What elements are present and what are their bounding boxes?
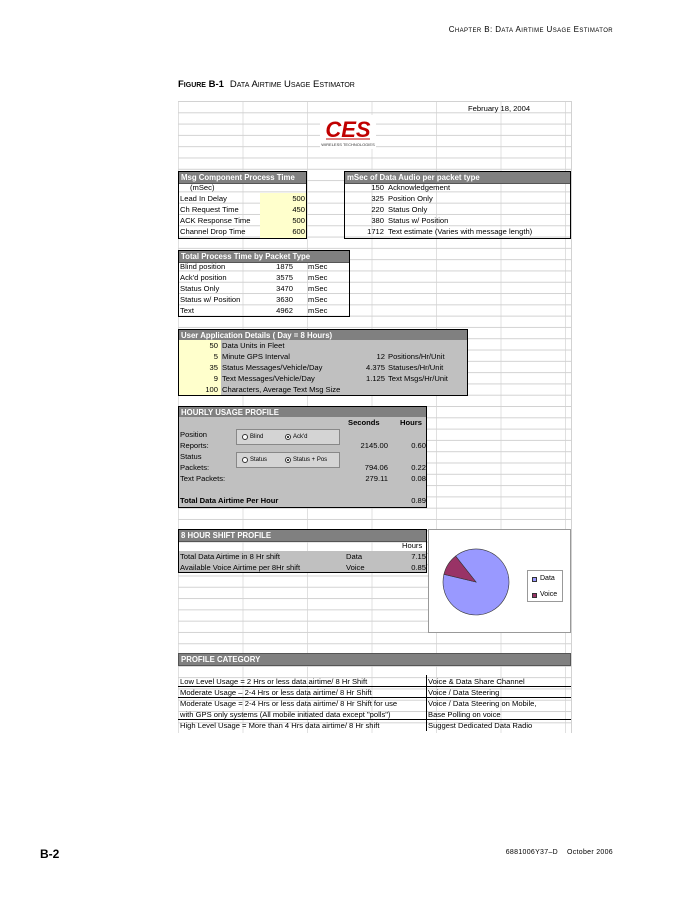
page-number: B-2 (40, 847, 60, 861)
shift-data-label: Total Data Airtime in 8 Hr shift (180, 552, 281, 561)
lead-in-label: Lead In Delay (180, 194, 227, 203)
text-packets-label: Text Packets: (180, 474, 226, 483)
statuses-hr-label: Statuses/Hr/Unit (388, 363, 444, 372)
text-msgs-label: Text Messages/Vehicle/Day (222, 374, 315, 383)
profile-divider-3 (178, 719, 571, 720)
msec-audio-header: mSec of Data Audio per packet type (344, 171, 571, 184)
position-label: Position Only (388, 194, 433, 203)
figure-title (178, 79, 355, 90)
status-packets-label-1: Status (180, 452, 202, 461)
statuses-hr-value: 4.375 (365, 363, 385, 372)
pie-chart-box (428, 529, 571, 633)
msec-audio-frame (344, 171, 571, 239)
total-process-frame (178, 250, 350, 317)
shift-voice-label: Available Voice Airtime per 8Hr shift (180, 563, 301, 572)
blind-position-label: Blind position (180, 262, 226, 271)
status-packets-label-2: Packets: (180, 463, 210, 472)
gps-interval-value[interactable]: 5 (213, 352, 218, 361)
profile-rec-3: Base Polling on voice (428, 710, 501, 719)
running-head: Chapter B: Data Airtime Usage Estimator (448, 25, 613, 34)
status-w-position-value: 3630 (276, 295, 293, 304)
status-only-value: 3470 (276, 284, 293, 293)
text-seconds: 279.11 (365, 474, 388, 483)
status-pos-msec: 380 (371, 216, 384, 225)
text-process-label: Text (180, 306, 194, 315)
fleet-units-value[interactable]: 50 (209, 341, 218, 350)
status-label: Status Only (388, 205, 428, 214)
date-cell: February 18, 2004 (468, 104, 531, 113)
shift-voice-type: Voice (346, 563, 365, 572)
shift-frame (178, 529, 427, 573)
positions-hr-value: 12 (376, 352, 385, 361)
msg-size-value[interactable]: 100 (205, 385, 218, 394)
user-app-frame (178, 329, 468, 396)
hourly-hours-col: Hours (400, 418, 422, 427)
profile-rec-1: Voice / Data Steering (428, 688, 500, 697)
hourly-seconds-col: Seconds (348, 418, 380, 427)
total-airtime-label: Total Data Airtime Per Hour (180, 496, 279, 505)
status-pos-label: Status w/ Position (388, 216, 449, 225)
ackd-position-label: Ack'd position (180, 273, 227, 282)
blind-position-unit: mSec (308, 262, 328, 271)
msg-component-frame (178, 171, 307, 239)
ch-request-label: Ch Request Time (180, 205, 239, 214)
status-only-unit: mSec (308, 284, 328, 293)
legend-data-label: Data (540, 575, 555, 582)
ch-request-value[interactable]: 450 (292, 205, 305, 214)
status-w-position-label: Status w/ Position (180, 295, 241, 304)
ack-label: Acknowledgement (388, 183, 451, 192)
doc-number: 6881006Y37–D October 2006 (505, 849, 613, 856)
ack-response-value[interactable]: 500 (292, 216, 305, 225)
text-msgs-hr-label: Text Msgs/Hr/Unit (388, 374, 448, 383)
profile-divider-1 (178, 686, 571, 687)
profile-rec-2: Voice / Data Steering on Mobile, (428, 699, 537, 708)
positions-hr-label: Positions/Hr/Unit (388, 352, 445, 361)
msg-component-unit: (mSec) (190, 183, 215, 192)
blind-position-value: 1875 (276, 262, 293, 271)
status-msec: 220 (371, 205, 384, 214)
radio-blind-label: Blind (250, 434, 264, 440)
msg-component-header: Msg Component Process Time (178, 171, 307, 184)
hourly-frame (178, 406, 427, 508)
radio-ackd-label: Ack'd (293, 434, 308, 440)
lead-in-value[interactable]: 500 (292, 194, 305, 203)
profile-usage-3: with GPS only systems (All mobile initiated data except "polls") (180, 710, 391, 719)
status-seconds: 794.06 (364, 463, 388, 472)
figure-number: Figure B-1 (178, 79, 224, 90)
logo-text: CES (325, 117, 371, 142)
ackd-position-unit: mSec (308, 273, 328, 282)
user-app-header: User Application Details ( Day = 8 Hours) (178, 329, 468, 342)
fleet-units-label: Data Units in Fleet (222, 341, 285, 350)
shift-data-type: Data (346, 552, 363, 561)
profile-usage-1: Moderate Usage – 2-4 Hrs or less data airtime/ 8 Hr Shift (180, 688, 372, 697)
spreadsheet (178, 101, 572, 733)
legend-voice-label: Voice (540, 591, 558, 598)
profile-divider-2 (178, 697, 571, 698)
profile-usage-2: Moderate Usage = 2-4 Hrs or less data airtime/ 8 Hr Shift for use (180, 699, 398, 708)
text-process-unit: mSec (308, 306, 328, 315)
legend-frame (527, 570, 563, 602)
logo-tagline: WIRELESS TECHNOLOGIES (321, 142, 375, 147)
shift-header: 8 HOUR SHIFT PROFILE (178, 529, 427, 542)
shift-data-value: 7.15 (411, 552, 426, 561)
profile-category-header: PROFILE CATEGORY (178, 653, 571, 666)
total-airtime-hours: 0.89 (411, 496, 426, 505)
radio-status-label: Status (250, 457, 268, 463)
ack-response-label: ACK Response Time (180, 216, 251, 225)
channel-drop-label: Channel Drop Time (180, 227, 246, 236)
status-only-label: Status Only (180, 284, 220, 293)
position-reports-label-2: Reports: (180, 441, 209, 450)
status-msgs-label: Status Messages/Vehicle/Day (222, 363, 323, 372)
msg-size-label: Characters, Average Text Msg Size (222, 385, 341, 394)
text-msec: 1712 (367, 227, 384, 236)
text-hours: 0.08 (411, 474, 426, 483)
position-msec: 325 (371, 194, 384, 203)
text-label: Text estimate (Varies with message length) (388, 227, 533, 236)
figure-name: Data Airtime Usage Estimator (229, 79, 355, 90)
position-reports-label-1: Position (180, 430, 208, 439)
shift-voice-value: 0.85 (411, 563, 426, 572)
status-msgs-value[interactable]: 35 (209, 363, 218, 372)
position-hours: 0.60 (411, 441, 426, 450)
text-process-value: 4962 (276, 306, 293, 315)
total-process-header: Total Process Time by Packet Type (178, 250, 350, 263)
channel-drop-value[interactable]: 600 (292, 227, 305, 236)
profile-rec-4: Suggest Dedicated Data Radio (428, 721, 533, 730)
profile-col-divider (426, 675, 427, 731)
ces-logo (320, 115, 376, 149)
hourly-header: HOURLY USAGE PROFILE (178, 406, 427, 419)
ackd-position-value: 3575 (276, 273, 293, 282)
radio-status-pos-label: Status + Pos (293, 457, 328, 463)
position-seconds: 2145.00 (360, 441, 388, 450)
gps-interval-label: Minute GPS Interval (222, 352, 290, 361)
status-hours: 0.22 (411, 463, 426, 472)
profile-usage-4: High Level Usage = More than 4 Hrs data airtime/ 8 Hr shift (180, 721, 380, 730)
text-msgs-hr-value: 1.125 (365, 374, 385, 383)
profile-usage-0: Low Level Usage = 2 Hrs or less data airtime/ 8 Hr Shift (180, 677, 368, 686)
ack-msec: 150 (371, 183, 384, 192)
profile-rec-0: Voice & Data Share Channel (428, 677, 525, 686)
status-w-position-unit: mSec (308, 295, 328, 304)
shift-hours-col: Hours (402, 541, 423, 550)
text-msgs-value[interactable]: 9 (213, 374, 218, 383)
